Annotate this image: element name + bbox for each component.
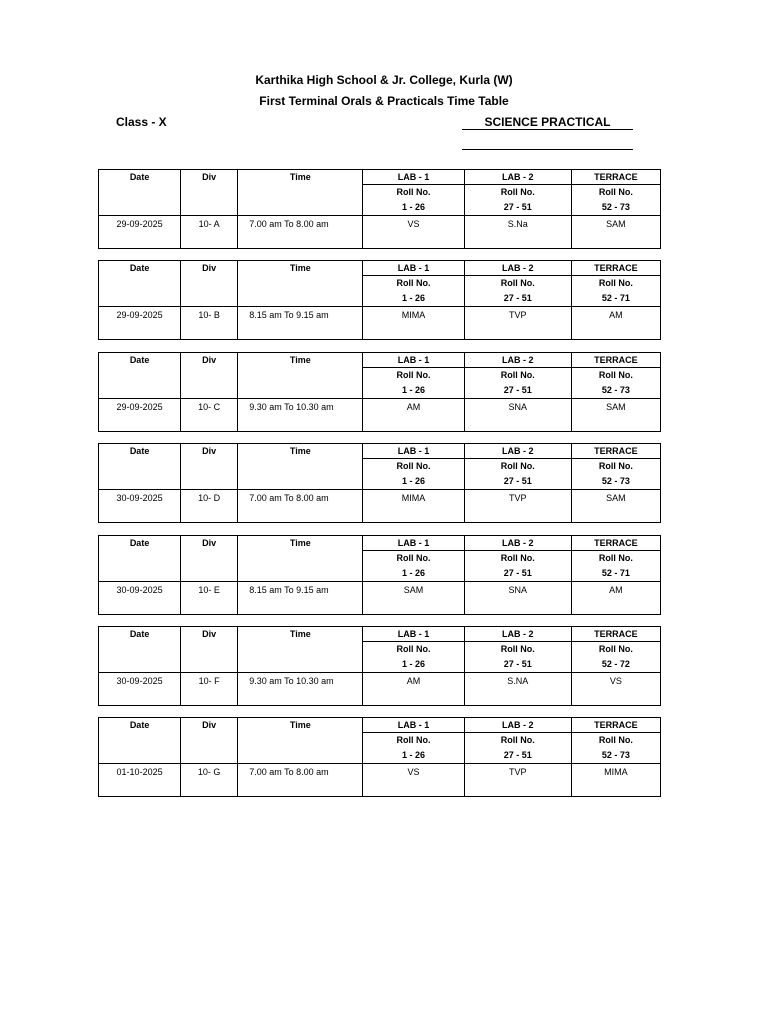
terrace-roll-range: 52 - 73 xyxy=(601,202,630,212)
roll-no-label: Roll No. xyxy=(500,461,535,471)
div-cell: 10- G xyxy=(181,764,238,797)
terrace-roll-range: 52 - 73 xyxy=(601,385,630,395)
date-header: Date xyxy=(99,444,181,459)
terrace-header: TERRACE xyxy=(571,444,660,459)
lab1-roll-cell xyxy=(363,185,464,216)
lab1-header: LAB - 1 xyxy=(363,353,464,368)
lab2-roll-cell xyxy=(464,368,571,399)
time-header: Time xyxy=(238,536,363,551)
roll-no-label: Roll No. xyxy=(500,187,535,197)
lab1-roll-range: 1 - 26 xyxy=(402,293,426,303)
blank-cell xyxy=(99,276,181,307)
lab2-roll-cell xyxy=(464,459,571,490)
header-row xyxy=(99,627,661,642)
div-header: Div xyxy=(181,718,238,733)
terrace-header: TERRACE xyxy=(571,718,660,733)
div-header: Div xyxy=(181,627,238,642)
lab2-roll-cell xyxy=(464,642,571,673)
header-row xyxy=(99,170,661,185)
header-row xyxy=(99,444,661,459)
date-cell: 29-09-2025 xyxy=(99,216,181,249)
lab1-teacher-cell: VS xyxy=(363,216,464,249)
lab2-header: LAB - 2 xyxy=(464,170,571,185)
div-header: Div xyxy=(181,353,238,368)
date-cell: 30-09-2025 xyxy=(99,582,181,615)
date-header: Date xyxy=(99,536,181,551)
data-row xyxy=(99,764,661,797)
school-name: Karthika High School & Jr. College, Kurla (W) xyxy=(255,73,513,87)
roll-no-label: Roll No. xyxy=(598,187,633,197)
lab1-header: LAB - 1 xyxy=(363,444,464,459)
date-header: Date xyxy=(99,353,181,368)
time-cell: 8.15 am To 9.15 am xyxy=(238,582,363,615)
lab2-roll-range: 27 - 51 xyxy=(503,568,532,578)
time-cell: 8.15 am To 9.15 am xyxy=(238,307,363,340)
roll-no-label: Roll No. xyxy=(500,644,535,654)
blank-cell xyxy=(181,733,238,764)
lab2-teacher-cell: SNA xyxy=(464,399,571,432)
lab1-roll-cell xyxy=(363,733,464,764)
lab2-roll-range: 27 - 51 xyxy=(503,476,532,486)
roll-no-label: Roll No. xyxy=(396,553,431,563)
time-cell: 7.00 am To 8.00 am xyxy=(238,216,363,249)
time-cell: 9.30 am To 10.30 am xyxy=(238,673,363,706)
time-cell: 9.30 am To 10.30 am xyxy=(238,399,363,432)
time-header: Time xyxy=(238,444,363,459)
terrace-header: TERRACE xyxy=(571,536,660,551)
lab2-teacher-cell: TVP xyxy=(464,490,571,523)
terrace-roll-range: 52 - 72 xyxy=(601,659,630,669)
data-row xyxy=(99,582,661,615)
terrace-roll-cell xyxy=(571,642,660,673)
div-cell: 10- C xyxy=(181,399,238,432)
date-cell: 29-09-2025 xyxy=(99,399,181,432)
date-header: Date xyxy=(99,718,181,733)
terrace-roll-range: 52 - 71 xyxy=(601,568,630,578)
blank-cell xyxy=(238,276,363,307)
blank-cell xyxy=(238,642,363,673)
timetable-table-e xyxy=(98,535,661,615)
lab2-roll-cell xyxy=(464,733,571,764)
blank-cell xyxy=(99,185,181,216)
header-row xyxy=(99,536,661,551)
roll-no-label: Roll No. xyxy=(598,735,633,745)
lab1-roll-range: 1 - 26 xyxy=(402,476,426,486)
lab1-teacher-cell: SAM xyxy=(363,582,464,615)
roll-no-label: Roll No. xyxy=(396,735,431,745)
lab2-roll-cell xyxy=(464,551,571,582)
lab1-teacher-cell: AM xyxy=(363,399,464,432)
blank-cell xyxy=(238,551,363,582)
blank-cell xyxy=(181,185,238,216)
blank-cell xyxy=(181,276,238,307)
lab1-roll-range: 1 - 26 xyxy=(402,385,426,395)
roll-no-label: Roll No. xyxy=(500,553,535,563)
lab2-roll-cell xyxy=(464,185,571,216)
lab1-roll-cell xyxy=(363,276,464,307)
terrace-teacher-cell: AM xyxy=(571,307,660,340)
lab1-teacher-cell: MIMA xyxy=(363,307,464,340)
terrace-roll-range: 52 - 73 xyxy=(601,476,630,486)
lab1-roll-cell xyxy=(363,642,464,673)
header-row xyxy=(99,261,661,276)
time-header: Time xyxy=(238,261,363,276)
data-row xyxy=(99,216,661,249)
subject-underline xyxy=(462,129,633,130)
terrace-roll-range: 52 - 71 xyxy=(601,293,630,303)
roll-row xyxy=(99,733,661,764)
blank-cell xyxy=(181,459,238,490)
roll-no-label: Roll No. xyxy=(598,461,633,471)
roll-row xyxy=(99,642,661,673)
time-header: Time xyxy=(238,718,363,733)
div-header: Div xyxy=(181,536,238,551)
date-cell: 29-09-2025 xyxy=(99,307,181,340)
roll-row xyxy=(99,459,661,490)
roll-no-label: Roll No. xyxy=(500,735,535,745)
lab2-header: LAB - 2 xyxy=(464,444,571,459)
lab1-roll-range: 1 - 26 xyxy=(402,568,426,578)
roll-no-label: Roll No. xyxy=(598,278,633,288)
terrace-teacher-cell: AM xyxy=(571,582,660,615)
timetable-table-d xyxy=(98,443,661,523)
lab1-roll-cell xyxy=(363,368,464,399)
lab2-teacher-cell: TVP xyxy=(464,764,571,797)
blank-cell xyxy=(238,459,363,490)
time-header: Time xyxy=(238,627,363,642)
lab2-roll-range: 27 - 51 xyxy=(503,202,532,212)
date-header: Date xyxy=(99,627,181,642)
date-cell: 30-09-2025 xyxy=(99,490,181,523)
blank-cell xyxy=(99,642,181,673)
subject-heading: SCIENCE PRACTICAL xyxy=(484,115,611,129)
data-row xyxy=(99,399,661,432)
terrace-teacher-cell: SAM xyxy=(571,399,660,432)
lab1-roll-range: 1 - 26 xyxy=(402,750,426,760)
lab1-roll-range: 1 - 26 xyxy=(402,202,426,212)
header-row xyxy=(99,718,661,733)
roll-no-label: Roll No. xyxy=(396,461,431,471)
class-label: Class - X xyxy=(116,115,167,129)
lab1-teacher-cell: VS xyxy=(363,764,464,797)
blank-cell xyxy=(238,368,363,399)
time-header: Time xyxy=(238,353,363,368)
date-header: Date xyxy=(99,170,181,185)
terrace-teacher-cell: VS xyxy=(571,673,660,706)
timetable-table-g xyxy=(98,717,661,797)
lab1-header: LAB - 1 xyxy=(363,170,464,185)
blank-underline xyxy=(462,149,633,150)
terrace-header: TERRACE xyxy=(571,627,660,642)
roll-no-label: Roll No. xyxy=(500,278,535,288)
terrace-roll-range: 52 - 73 xyxy=(601,750,630,760)
roll-no-label: Roll No. xyxy=(500,370,535,380)
roll-row xyxy=(99,185,661,216)
timetable-table-c xyxy=(98,352,661,432)
lab2-roll-range: 27 - 51 xyxy=(503,385,532,395)
lab2-roll-cell xyxy=(464,276,571,307)
roll-row xyxy=(99,551,661,582)
div-cell: 10- B xyxy=(181,307,238,340)
terrace-teacher-cell: SAM xyxy=(571,216,660,249)
data-row xyxy=(99,307,661,340)
lab1-roll-cell xyxy=(363,551,464,582)
lab1-header: LAB - 1 xyxy=(363,718,464,733)
roll-no-label: Roll No. xyxy=(396,278,431,288)
blank-cell xyxy=(99,368,181,399)
data-row xyxy=(99,673,661,706)
lab2-teacher-cell: TVP xyxy=(464,307,571,340)
blank-cell xyxy=(238,733,363,764)
div-cell: 10- E xyxy=(181,582,238,615)
header-row xyxy=(99,353,661,368)
blank-cell xyxy=(181,551,238,582)
terrace-teacher-cell: MIMA xyxy=(571,764,660,797)
time-header: Time xyxy=(238,170,363,185)
date-header: Date xyxy=(99,261,181,276)
terrace-header: TERRACE xyxy=(571,261,660,276)
time-cell: 7.00 am To 8.00 am xyxy=(238,490,363,523)
blank-cell xyxy=(181,642,238,673)
terrace-roll-cell xyxy=(571,551,660,582)
time-cell: 7.00 am To 8.00 am xyxy=(238,764,363,797)
terrace-roll-cell xyxy=(571,276,660,307)
terrace-header: TERRACE xyxy=(571,170,660,185)
lab1-roll-cell xyxy=(363,459,464,490)
blank-cell xyxy=(99,459,181,490)
roll-no-label: Roll No. xyxy=(598,553,633,563)
roll-no-label: Roll No. xyxy=(396,187,431,197)
roll-no-label: Roll No. xyxy=(598,644,633,654)
lab2-header: LAB - 2 xyxy=(464,261,571,276)
lab2-roll-range: 27 - 51 xyxy=(503,750,532,760)
div-cell: 10- F xyxy=(181,673,238,706)
lab2-teacher-cell: SNA xyxy=(464,582,571,615)
lab2-roll-range: 27 - 51 xyxy=(503,659,532,669)
terrace-roll-cell xyxy=(571,368,660,399)
lab2-header: LAB - 2 xyxy=(464,536,571,551)
div-cell: 10- D xyxy=(181,490,238,523)
blank-cell xyxy=(181,368,238,399)
lab1-teacher-cell: AM xyxy=(363,673,464,706)
lab1-header: LAB - 1 xyxy=(363,536,464,551)
div-cell: 10- A xyxy=(181,216,238,249)
terrace-teacher-cell: SAM xyxy=(571,490,660,523)
lab2-roll-range: 27 - 51 xyxy=(503,293,532,303)
lab2-header: LAB - 2 xyxy=(464,353,571,368)
lab1-teacher-cell: MIMA xyxy=(363,490,464,523)
date-cell: 30-09-2025 xyxy=(99,673,181,706)
div-header: Div xyxy=(181,170,238,185)
terrace-roll-cell xyxy=(571,733,660,764)
roll-row xyxy=(99,276,661,307)
terrace-roll-cell xyxy=(571,185,660,216)
terrace-roll-cell xyxy=(571,459,660,490)
roll-no-label: Roll No. xyxy=(396,370,431,380)
timetable-table-f xyxy=(98,626,661,706)
blank-cell xyxy=(238,185,363,216)
lab2-header: LAB - 2 xyxy=(464,718,571,733)
terrace-header: TERRACE xyxy=(571,353,660,368)
lab1-roll-range: 1 - 26 xyxy=(402,659,426,669)
lab2-teacher-cell: S.NA xyxy=(464,673,571,706)
lab2-header: LAB - 2 xyxy=(464,627,571,642)
roll-row xyxy=(99,368,661,399)
blank-cell xyxy=(99,551,181,582)
data-row xyxy=(99,490,661,523)
date-cell: 01-10-2025 xyxy=(99,764,181,797)
lab2-teacher-cell: S.Na xyxy=(464,216,571,249)
timetable-table-b xyxy=(98,260,661,340)
div-header: Div xyxy=(181,261,238,276)
timetable-table-a xyxy=(98,169,661,249)
timetable-title: First Terminal Orals & Practicals Time Table xyxy=(259,94,509,108)
roll-no-label: Roll No. xyxy=(396,644,431,654)
lab1-header: LAB - 1 xyxy=(363,261,464,276)
blank-cell xyxy=(99,733,181,764)
lab1-header: LAB - 1 xyxy=(363,627,464,642)
div-header: Div xyxy=(181,444,238,459)
roll-no-label: Roll No. xyxy=(598,370,633,380)
